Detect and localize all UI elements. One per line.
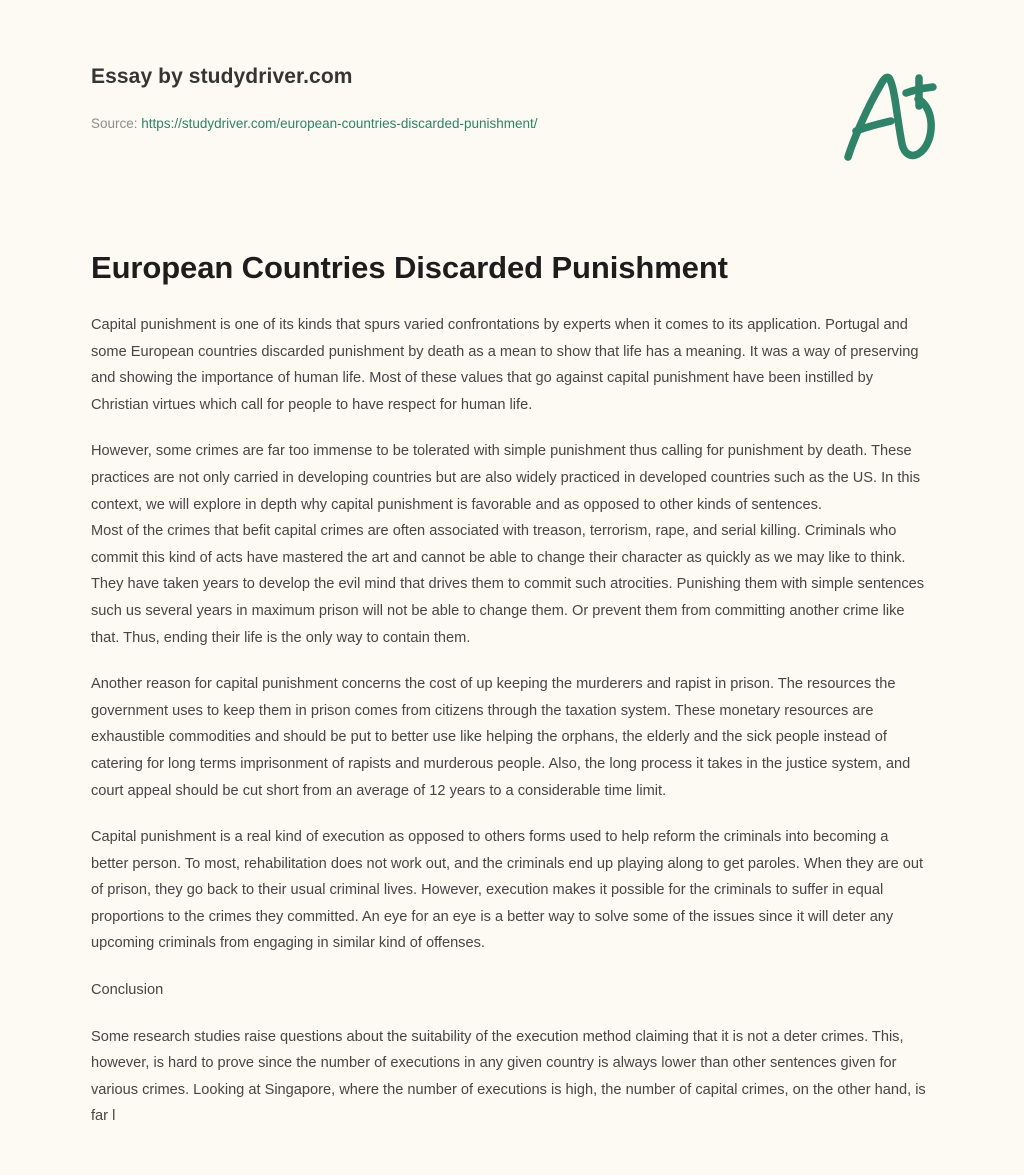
- section-heading-conclusion: Conclusion: [91, 982, 164, 999]
- document-header: [0, 0, 1024, 180]
- essay-byline: Essay by studydriver.com: [91, 65, 353, 88]
- source-label: Source:: [91, 116, 138, 131]
- paragraph-body-4: Capital punishment is a real kind of execution as opposed to others forms used to help reform the criminals into becoming a better person. To most, rehabilitation does not work out, and the criminals end up playing along to get paroles. When they are out of prison, they go back to their usual criminal lives. However, execution makes it possible for the criminals to suffer in equal proportions to the crimes they committed. An eye for an eye is a better way to solve some of the issues since it will deter any upcoming criminals from engaging in similar kind of offenses.: [91, 829, 924, 952]
- paragraph-conclusion: Some research studies raise questions about the suitability of the execution method claiming that it is not a deter crimes. This, however, is hard to prove since the number of executions in any given country is always lower than other sentences given for various crimes. Looking at Singapore, where the number of executions is high, the number of capital crimes, on the other hand, is far l: [91, 1028, 926, 1125]
- a-plus-logo: [834, 68, 946, 164]
- a-plus-logo-icon: [834, 68, 946, 164]
- document-body: [91, 312, 929, 1150]
- source-url-link[interactable]: https://studydriver.com/european-countries-discarded-punishment/: [141, 116, 538, 131]
- paragraph-body-3: Another reason for capital punishment concerns the cost of up keeping the murderers and rapist in prison. The resources the government uses to keep them in prison comes from citizens through the taxation system. These monetary resources are exhaustible commodities and should be put to better use like helping the orphans, the elderly and the sick people instead of catering for long terms imprisonment of rapists and murderous people. Also, the long process it takes in the justice system, and court appeal should be cut short from an average of 12 years to a considerable time limit.: [91, 676, 911, 799]
- paragraph-body-2: Most of the crimes that befit capital crimes are often associated with treason, terrorism, rape, and serial killing. Criminals who commit this kind of acts have mastered the art and cannot be able to change their character as quickly as we may like to think. They have taken years to develop the evil mind that drives them to commit such atrocities. Punishing them with simple sentences such us several years in maximum prison will not be able to change them. Or prevent them from committing another crime like that. Thus, ending their life is the only way to contain them.: [91, 523, 925, 646]
- source-line: [91, 114, 944, 134]
- page-title: European Countries Discarded Punishment: [91, 250, 728, 285]
- paragraph-body-1: However, some crimes are far too immense to be tolerated with simple punishment thus calling for punishment by death. These practices are not only carried in developing countries but are also widely practiced in developed countries such as the US. In this context, we will explore in depth why capital punishment is favorable and as opposed to other kinds of sentences.: [91, 443, 921, 513]
- paragraph-intro: Capital punishment is one of its kinds that spurs varied confrontations by experts when it comes to its application. Portugal and some European countries discarded punishment by death as a mean to show that life has a meaning. It was a way of preserving and showing the importance of human life. Most of these values that go against capital punishment have been instilled by Christian virtues which call for people to have respect for human life.: [91, 317, 919, 413]
